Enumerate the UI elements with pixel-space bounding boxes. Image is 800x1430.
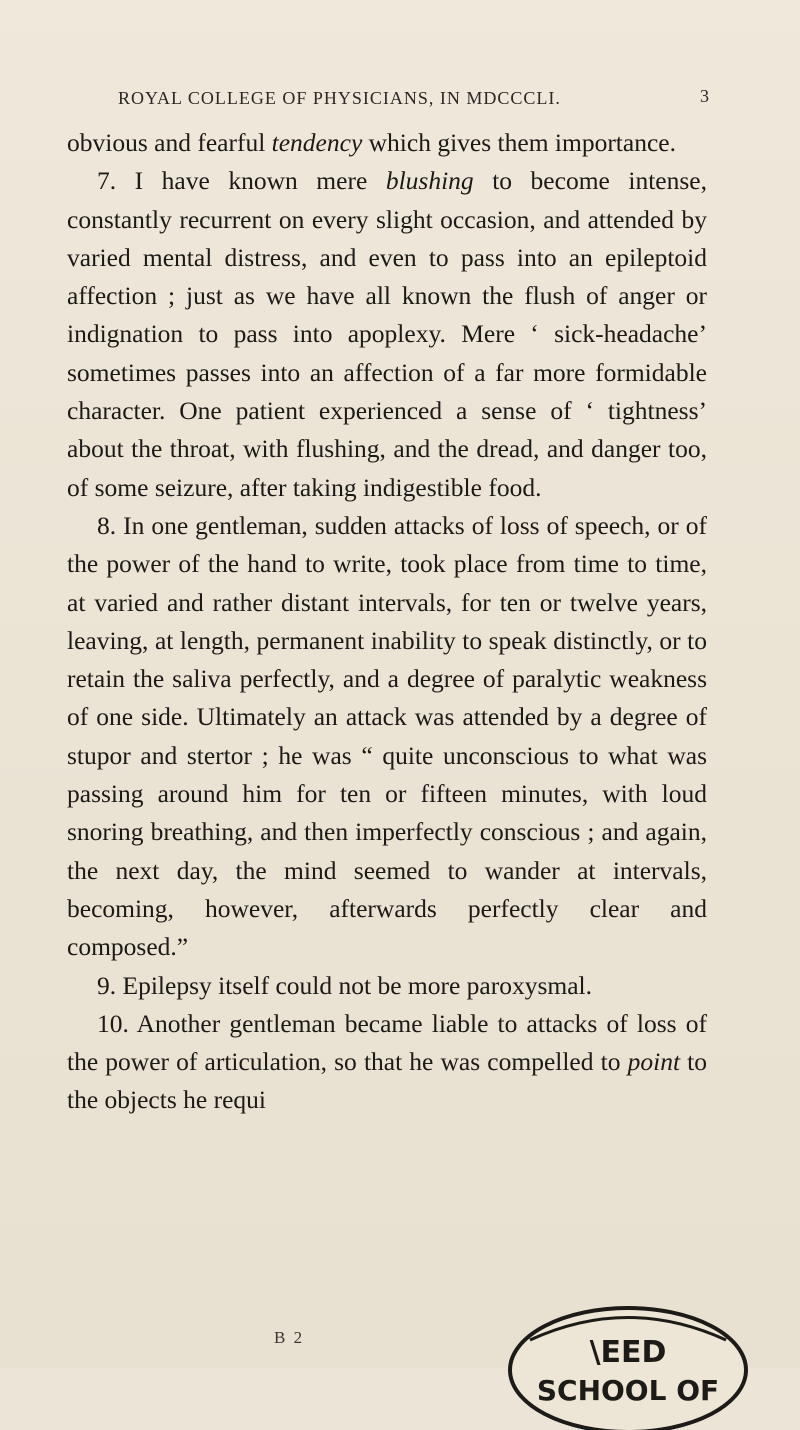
paragraph-8: 8. In one gentleman, sudden attacks of loss of speech, or of the power of the hand to write, took place from time to time, at varied and rather distant intervals, for ten or twelve years, leaving, at length, permanent inability to speak distinctly, or to retain the saliva perfectly, and a degree of paralytic weakness of one side. Ultimately an attack was attended by a degree of stupor and stertor ; he was “ quite unconscious to what was passing around him for ten or fifteen minutes, with loud snoring breathing, and then imperfectly conscious ; and again, the next day, the mind seemed to wander at intervals, becoming, however, afterwards perfectly clear and composed.” (67, 510, 707, 962)
paragraph-number: 7. (97, 166, 117, 196)
stamp-line-2: SCHOOL OF (536, 1374, 720, 1407)
italic-term: point (627, 1047, 681, 1077)
paragraph-number: 9. (97, 970, 117, 1000)
body-text (67, 124, 707, 1120)
paragraph-number: 8. (97, 510, 117, 540)
running-head: ROYAL COLLEGE OF PHYSICIANS, IN MDCCCLI. (118, 88, 561, 108)
paragraph-7: 7. I have known mere blushing to become intense, constantly recurrent on every slight occasion, and attended by varied mental distress, and even to pass into an epileptoid affection ; just as we have all known the flush of anger or indignation to pass into apoplexy. Mere ‘ sick-headache’ sometimes passes into an affection of a far more formidable character. One patient experienced a sense of ‘ tightness’ about the throat, with flushing, and the dread, and danger too, of some seizure, after taking indigestible food. (67, 166, 707, 502)
paragraph-9: 9. Epilepsy itself could not be more paroxysmal. (97, 970, 593, 1000)
italic-term: tendency (271, 128, 363, 157)
signature-mark: B 2 (274, 1328, 305, 1347)
stamp-line-1: \EED (589, 1335, 667, 1370)
italic-term: blushing (385, 166, 474, 196)
library-stamp (500, 1300, 752, 1430)
page-number: 3 (700, 86, 709, 106)
paragraph-number: 10. (97, 1008, 129, 1038)
paragraph-10: 10. Another gentleman became liable to attacks of loss of the power of articulation, so that he was compelled to point to the objects he requi (67, 1008, 707, 1115)
paragraph-continuation: obvious and fearful tendency which gives them importance. (67, 128, 676, 157)
